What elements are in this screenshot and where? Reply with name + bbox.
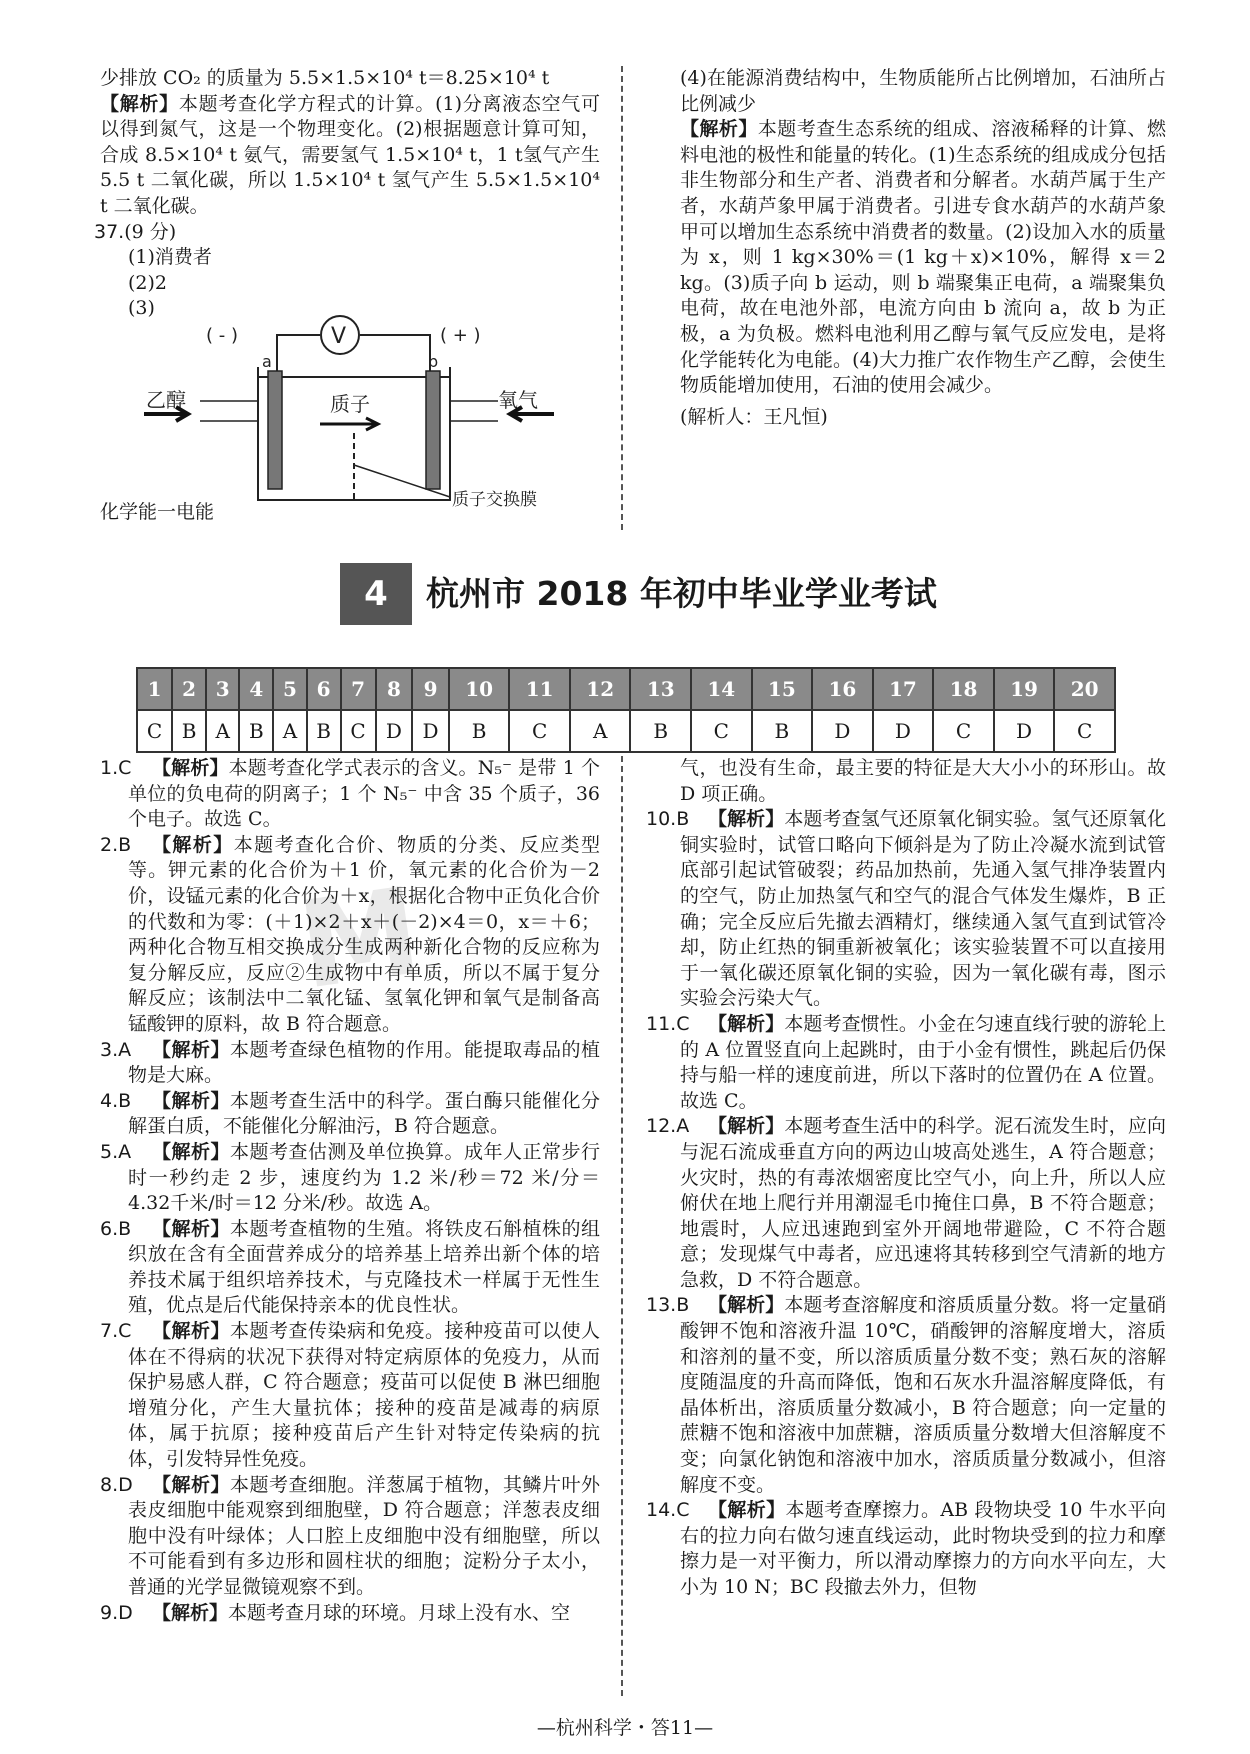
question-number: 10 — [449, 668, 510, 710]
analysis-tag: 【解析】 — [152, 1217, 230, 1240]
pos-label: ( + ) — [440, 325, 481, 346]
item-text: 本题考查细胞。洋葱属于植物，其鳞片叶外表皮细胞中能观察到细胞壁，D 符合题意；洋葱表皮细胞中没有叶绿体；人口腔上皮细胞中没有细胞壁，所以不可能看到有多边形和圆柱状的细胞；淀粉分子太小，普通的光学显微镜观察不到。 — [128, 1473, 600, 1598]
q37-end: 化学能一电能 — [100, 501, 215, 523]
item-text: 本题考查传染病和免疫。接种疫苗可以使人体在不得病的状况下获得对特定病原体的免疫力，从而保护易感人群，C 符合题意；疫苗可以促使 B 淋巴细胞增殖分化，产生大量抗体；接种的疫苗是减毒的病原体，属于抗原；接种疫苗后产生针对特定传染病的抗体，引发特异性免疫。 — [128, 1320, 600, 1471]
question-number: 5 — [273, 668, 306, 710]
neg-label: ( - ) — [206, 325, 238, 346]
item-text: 本题考查氢气还原氧化铜实验。氢气还原氧化铜实验时，试管口略向下倾斜是为了防止冷凝水流到试管底部引起试管破裂；药品加热前，先通入氢气排净装置内的空气，防止加热氢气和空气的混合气体发生爆炸，B 正确；完全反应后先撤去酒精灯，继续通入氢气直到试管冷却，防止红热的铜重新被氧化；该实验装置不可以直接用于一氧化碳还原氧化铜的实验，因为一氧化碳有毒，图示实验会污染大气。 — [680, 808, 1166, 1010]
question-number: 9 — [412, 668, 449, 710]
item-number: 6.B — [100, 1217, 132, 1240]
analysis-36-text: 本题考查化学方程式的计算。(1)分离液态空气可以得到氮气，这是一个物理变化。(2)根据题意计算可知，合成 8.5×10⁴ t 氨气，需要氢气 1.5×10⁴ t，1 t氢气产生 5.5 t 二氧化碳，所以 1.5×10⁴ t 氢气产生 5.5×1.5×10⁴ t 二氧化碳。 — [100, 92, 600, 217]
label-a: a — [262, 352, 272, 371]
question-number: 19 — [994, 668, 1055, 710]
co2-line: 少排放 CO₂ 的质量为 5.5×1.5×10⁴ t＝8.25×10⁴ t — [100, 67, 550, 89]
question-number: 11 — [509, 668, 570, 710]
answer-item-11 — [646, 1012, 1166, 1114]
item-text: 本题考查摩擦力。AB 段物块受 10 牛水平向右的拉力向右做匀速直线运动，此时物块受到的拉力和摩擦力是一对平衡力，所以滑动摩擦力的方向水平向左，大小为 10 N；BC 段撤去外力，但物 — [680, 1499, 1166, 1598]
answer-cell: D — [412, 710, 449, 752]
question-number: 17 — [873, 668, 934, 710]
q37-score: (9 分) — [124, 220, 177, 243]
question-number: 16 — [812, 668, 873, 710]
analysis-tag: 【解析】 — [708, 1294, 785, 1317]
answer-table-answer-row — [137, 710, 1115, 752]
right-pipe — [450, 401, 498, 421]
q37-a3: (3) — [128, 297, 155, 320]
answer-cell: B — [630, 710, 691, 752]
left-pipe — [200, 401, 258, 421]
answer-item-4 — [100, 1089, 600, 1140]
voltmeter-label: V — [331, 324, 347, 349]
answer-cell: A — [273, 710, 306, 752]
item-number: 8.D — [100, 1473, 133, 1496]
question-number: 14 — [691, 668, 752, 710]
item-text: 气，也没有生命，最主要的特征是大大小小的环形山。故 D 项正确。 — [680, 757, 1166, 805]
analysis-tag: 【解析】 — [152, 1601, 229, 1624]
item-number: 1.C — [100, 757, 132, 779]
q37-num: 37. — [94, 220, 125, 243]
label-ethanol: 乙醇 — [146, 388, 186, 412]
analysis-tag: 【解析】 — [100, 92, 179, 115]
analysis-37 — [680, 117, 1166, 399]
answer-item-7 — [100, 1319, 600, 1473]
section-title: 杭州市 2018 年初中毕业学业考试 — [426, 574, 937, 613]
answer-item-1 — [100, 756, 600, 833]
item-text: 本题考查惯性。小金在匀速直线行驶的游轮上的 A 位置竖直向上起跳时，由于小金有惯性，跳起后仍保持与船一样的速度前进，所以下落时的位置仍在 A 位置。故选 C。 — [680, 1012, 1166, 1112]
question-number: 6 — [307, 668, 341, 710]
answer-item-9-cont — [652, 756, 1166, 807]
fuel-cell-diagram — [140, 315, 600, 515]
answer-item-10 — [646, 807, 1166, 1012]
answer-cell: C — [933, 710, 994, 752]
analysis-tag: 【解析】 — [152, 1320, 230, 1343]
answer-cell: B — [307, 710, 341, 752]
answer-cell: C — [1054, 710, 1115, 752]
question-number: 7 — [341, 668, 376, 710]
item-text: 本题考查生活中的科学。泥石流发生时，应向与泥石流成垂直方向的两边山坡高处逃生，A 符合题意；火灾时，热的有毒浓烟密度比空气小，向上升，所以人应俯伏在地上爬行并用潮湿毛巾掩住口鼻，B 不符合题意；地震时，人应迅速跑到室外开阔地带避险，C 不符合题意；发现煤气中毒者，应迅速将其转移到空气清新的地方急救，D 不符合题意。 — [680, 1115, 1166, 1291]
answer-item-6 — [100, 1217, 600, 1319]
answer-table-header-row — [137, 668, 1115, 710]
answer-item-14 — [646, 1498, 1166, 1600]
question-number: 12 — [570, 668, 631, 710]
item-text: 本题考查溶解度和溶质质量分数。将一定量硝酸钾不饱和溶液升温 10℃，硝酸钾的溶解度增大，溶质和溶剂的量不变，所以溶质质量分数不变；熟石灰的溶解度随温度的升高而降低，饱和石灰水升温溶解度降低，有晶体析出，溶质质量分数减小，B 符合题意；向一定量的蔗糖不饱和溶液中加蔗糖，溶质质量分数增大但溶解度不变；向氯化钠饱和溶液中加水，溶质质量分数减小，但溶解度不变。 — [680, 1294, 1166, 1496]
item-text: 本题考查化学式表示的含义。N₅⁻ 是带 1 个单位的负电荷的阴离子；1 个 N₅⁻ 中含 35 个质子，36 个电子。故选 C。 — [128, 757, 600, 831]
question-number: 2 — [172, 668, 206, 710]
question-number: 8 — [376, 668, 413, 710]
item-number: 3.A — [100, 1038, 132, 1061]
analyst-signature: (解析人：王凡恒) — [680, 405, 828, 428]
analysis-37-text: 本题考查生态系统的组成、溶液稀释的计算、燃料电池的极性和能量的转化。(1)生态系统的组成成分包括非生物部分和生产者、消费者和分解者。水葫芦属于生产者，水葫芦象甲属于消费者。引进专食水葫芦的水葫芦象甲可以增加生态系统中消费者的数量。(2)设加入水的质量为 x，则 1 kg×30%＝(1 kg＋x)×10%，解得 x＝2 kg。(3)质子向 b 运动，则 b 端聚集正电荷，a 端聚集负电荷，故在电池外部，电流方向由 b 流向 a，故 b 为正极，a 为负极。燃料电池利用乙醇与氧气反应发电，是将化学能转化为电能。(4)大力推广农作物生产乙醇，会使生物质能增加使用，石油的使用会减少。 — [680, 118, 1166, 397]
answer-cell: D — [376, 710, 413, 752]
analysis-tag: 【解析】 — [708, 808, 785, 831]
item-number: 14.C — [646, 1499, 690, 1522]
question-number: 3 — [206, 668, 239, 710]
answer-cell: A — [570, 710, 631, 752]
answer-item-3 — [100, 1038, 600, 1089]
q37-a2: (2)2 — [128, 271, 168, 294]
answer-cell: C — [137, 710, 172, 752]
analysis-tag: 【解析】 — [708, 1499, 786, 1522]
answer-item-8 — [100, 1473, 600, 1601]
answer-cell: C — [341, 710, 376, 752]
item-text: 本题考查绿色植物的作用。能提取毒品的植物是大麻。 — [128, 1038, 600, 1087]
analysis-tag: 【解析】 — [708, 1012, 785, 1035]
answer-cell: C — [509, 710, 570, 752]
answer-cell: D — [873, 710, 934, 752]
question-number: 20 — [1054, 668, 1115, 710]
q37-a4: (4)在能源消费结构中，生物质能所占比例增加，石油所占比例减少 — [680, 67, 1166, 115]
answer-item-2 — [100, 833, 600, 1038]
answer-item-9 — [100, 1601, 600, 1627]
answer-cell: B — [752, 710, 813, 752]
question-number: 1 — [137, 668, 172, 710]
answer-cell: B — [239, 710, 273, 752]
analysis-tag: 【解析】 — [680, 118, 758, 141]
label-proton: 质子 — [330, 392, 370, 416]
page-footer: —杭州科学・答11— — [536, 1717, 714, 1739]
answer-cell: B — [172, 710, 206, 752]
question-number: 13 — [630, 668, 691, 710]
column-divider-top — [621, 66, 623, 530]
item-number: 13.B — [646, 1294, 690, 1317]
item-text: 本题考查估测及单位换算。成年人正常步行时一秒约走 2 步，速度约为 1.2 米/秒＝72 米/分＝4.32千米/时＝12 分米/秒。故选 A。 — [128, 1140, 600, 1215]
item-number: 4.B — [100, 1089, 132, 1112]
electrode-b — [426, 371, 440, 489]
answer-cell: C — [691, 710, 752, 752]
item-text: 本题考查化合价、物质的分类、反应类型等。钾元素的化合价为＋1 价，氧元素的化合价为－2 价，设锰元素的化合价为＋x，根据化合物中正负化合价的代数和为零：(＋1)×2＋x＋(－2)×4＝0，x＝＋6；两种化合物互相交换成分生成两种新化合物的反应称为复分解反应，反应②生成物中有单质，所以不属于复分解反应；该制法中二氧化锰、氢氧化钾和氧气是制备高锰酸钾的原料，故 B 符合题意。 — [128, 833, 600, 1035]
analysis-36 — [100, 92, 600, 220]
answer-item-13 — [646, 1293, 1166, 1498]
right-top-column — [680, 66, 1166, 430]
right-bottom-column — [646, 756, 1166, 1601]
q37-a1: (1)消费者 — [128, 246, 212, 269]
left-top-column — [94, 66, 600, 322]
proton-arrow-icon — [320, 418, 378, 430]
answer-table — [136, 667, 1116, 753]
answer-item-12 — [646, 1114, 1166, 1293]
item-number: 11.C — [646, 1012, 690, 1035]
analysis-tag: 【解析】 — [152, 1089, 230, 1112]
item-number: 5.A — [100, 1140, 132, 1163]
column-divider-bottom — [621, 756, 623, 1696]
answer-cell: D — [994, 710, 1055, 752]
item-text: 本题考查生活中的科学。蛋白酶只能催化分解蛋白质，不能催化分解油污，B 符合题意。 — [128, 1089, 600, 1138]
item-text: 本题考查植物的生殖。将铁皮石斛植株的组织放在含有全面营养成分的培养基上培养出新个体的培养技术属于组织培养技术，与克隆技术一样属于无性生殖，优点是后代能保持亲本的优良性状。 — [128, 1217, 600, 1317]
label-oxygen: 氧气 — [498, 388, 538, 412]
answer-cell: D — [812, 710, 873, 752]
analysis-tag: 【解析】 — [708, 1115, 785, 1138]
item-number: 2.B — [100, 833, 132, 856]
q37-end-block — [100, 500, 580, 526]
question-number: 18 — [933, 668, 994, 710]
analysis-tag: 【解析】 — [152, 1140, 230, 1163]
item-number: 7.C — [100, 1320, 132, 1343]
answer-item-5 — [100, 1140, 600, 1217]
item-text: 本题考查月球的环境。月球上没有水、空 — [228, 1601, 571, 1624]
label-b: b — [428, 352, 439, 371]
electrode-a — [268, 371, 282, 489]
label-membrane: 质子交换膜 — [452, 490, 537, 510]
question-number: 15 — [752, 668, 813, 710]
answer-cell: B — [449, 710, 510, 752]
item-number: 12.A — [646, 1115, 690, 1138]
item-number: 9.D — [100, 1601, 133, 1624]
watermark: M — [290, 862, 429, 1017]
item-number: 10.B — [646, 808, 690, 831]
analysis-tag: 【解析】 — [152, 1038, 230, 1061]
q37-header — [94, 220, 600, 246]
analysis-tag: 【解析】 — [152, 833, 234, 856]
analysis-tag: 【解析】 — [152, 1473, 230, 1496]
left-bottom-column — [100, 756, 600, 1626]
question-number: 4 — [239, 668, 273, 710]
analysis-tag: 【解析】 — [152, 757, 229, 779]
answer-cell: A — [206, 710, 239, 752]
section-number: 4 — [340, 563, 412, 625]
